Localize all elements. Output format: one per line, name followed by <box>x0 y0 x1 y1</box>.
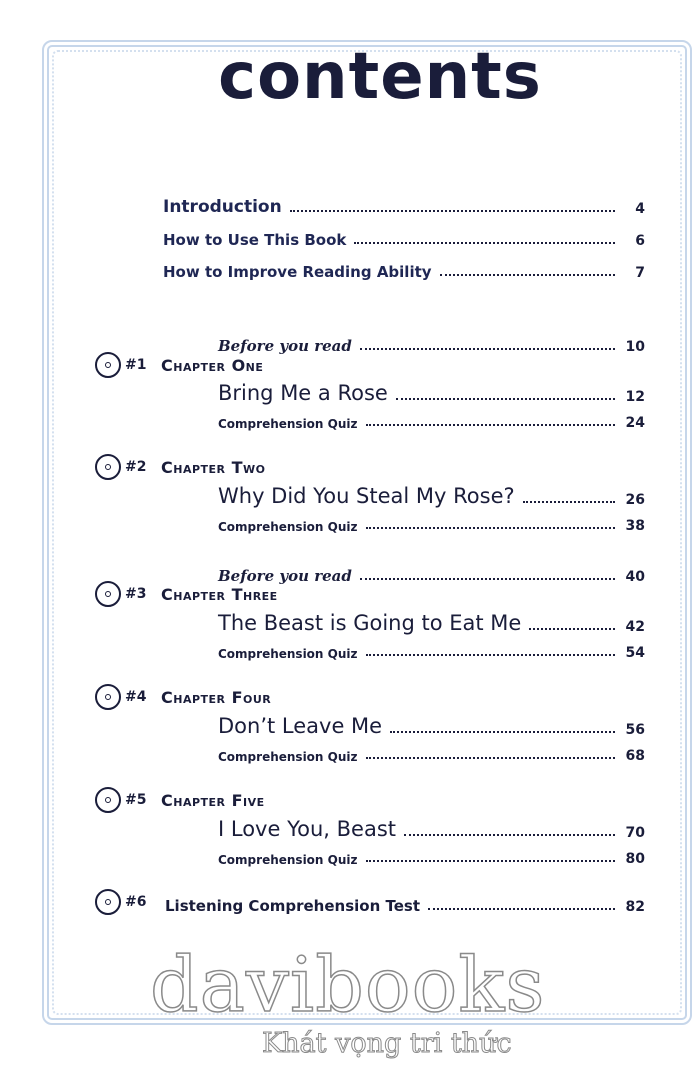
toc-entry-page: 12 <box>625 389 645 405</box>
toc-entry-label: Comprehension Quiz <box>218 417 358 431</box>
listening-test-heading[interactable] <box>95 886 157 918</box>
chapter-heading-2[interactable] <box>95 451 265 483</box>
dot-leader <box>523 501 615 503</box>
toc-entry-label: Bring Me a Rose <box>218 381 388 405</box>
toc-entry-label: Comprehension Quiz <box>218 520 358 534</box>
dot-leader <box>366 424 616 426</box>
toc-entry-page: 56 <box>625 722 645 738</box>
toc-entry-label: Before you read <box>218 337 352 355</box>
page-title: contents <box>218 40 542 114</box>
toc-entry-label: Why Did You Steal My Rose? <box>218 484 515 508</box>
track-number: #3 <box>125 586 147 602</box>
dot-leader <box>390 731 615 733</box>
chapter-heading-5[interactable] <box>95 784 265 816</box>
toc-entry-quiz[interactable] <box>218 840 645 866</box>
toc-entry-how-to-use[interactable] <box>163 222 645 248</box>
dot-leader <box>290 210 615 212</box>
toc-entry-page: 4 <box>635 201 645 217</box>
dot-leader <box>366 860 616 862</box>
dot-leader <box>360 578 615 580</box>
audio-cd-icon <box>95 352 121 378</box>
toc-entry-page: 68 <box>625 748 645 764</box>
toc-entry-page: 82 <box>625 899 645 915</box>
publisher-slogan: Khát vọng tri thức <box>262 1028 512 1059</box>
toc-entry-quiz[interactable] <box>218 507 645 533</box>
dot-leader <box>360 348 615 350</box>
dot-leader <box>396 398 615 400</box>
dot-leader <box>440 274 615 276</box>
toc-entry-label: The Beast is Going to Eat Me <box>218 611 522 635</box>
chapter-title: Chapter One <box>161 355 264 375</box>
dot-leader <box>354 242 615 244</box>
toc-entry-page: 70 <box>625 825 645 841</box>
toc-entry-label: Introduction <box>163 197 282 217</box>
toc-entry-label: Comprehension Quiz <box>218 647 358 661</box>
dot-leader <box>529 628 615 630</box>
toc-entry-label: Listening Comprehension Test <box>165 897 420 915</box>
toc-entry-quiz[interactable] <box>218 634 645 660</box>
chapter-title: Chapter Two <box>161 457 266 477</box>
chapter-heading-3[interactable] <box>95 578 278 610</box>
track-number: #5 <box>125 792 147 808</box>
toc-entry-story[interactable] <box>218 481 645 507</box>
toc-entry-page: 54 <box>625 645 645 661</box>
toc-entry-listening-test[interactable] <box>165 888 645 914</box>
dot-leader <box>366 757 616 759</box>
toc-entry-label: How to Use This Book <box>163 231 347 249</box>
chapter-heading-4[interactable] <box>95 681 271 713</box>
toc-entry-page: 7 <box>635 265 645 281</box>
toc-entry-improve-reading[interactable] <box>163 254 645 280</box>
toc-entry-label: Comprehension Quiz <box>218 853 358 867</box>
audio-cd-icon <box>95 581 121 607</box>
toc-entry-before-you-read[interactable] <box>218 328 645 354</box>
toc-entry-story[interactable] <box>218 608 645 634</box>
toc-entry-quiz[interactable] <box>218 737 645 763</box>
audio-cd-icon <box>95 684 121 710</box>
toc-entry-story[interactable] <box>218 711 645 737</box>
track-number: #2 <box>125 459 147 475</box>
toc-entry-quiz[interactable] <box>218 404 645 430</box>
audio-cd-icon <box>95 454 121 480</box>
toc-entry-page: 80 <box>625 851 645 867</box>
toc-entry-story[interactable] <box>218 378 645 404</box>
chapter-title: Chapter Three <box>161 584 278 604</box>
toc-entry-page: 26 <box>625 492 645 508</box>
toc-entry-page: 10 <box>625 339 645 355</box>
toc-entry-label: Comprehension Quiz <box>218 750 358 764</box>
toc-entry-label: I Love You, Beast <box>218 817 396 841</box>
dot-leader <box>428 908 615 910</box>
chapter-heading-1[interactable] <box>95 349 263 381</box>
toc-entry-label: Don’t Leave Me <box>218 714 383 738</box>
audio-cd-icon <box>95 787 121 813</box>
toc-entry-page: 24 <box>625 415 645 431</box>
audio-cd-icon <box>95 889 121 915</box>
toc-entry-label: Before you read <box>218 567 352 585</box>
toc-entry-page: 40 <box>625 569 645 585</box>
toc-entry-introduction[interactable] <box>163 190 645 216</box>
track-number: #1 <box>125 357 147 373</box>
toc-entry-before-you-read[interactable] <box>218 558 645 584</box>
toc-entry-page: 38 <box>625 518 645 534</box>
toc-entry-story[interactable] <box>218 814 645 840</box>
toc-entry-label: How to Improve Reading Ability <box>163 263 432 281</box>
track-number: #6 <box>125 894 147 910</box>
chapter-title: Chapter Five <box>161 790 265 810</box>
track-number: #4 <box>125 689 147 705</box>
toc-entry-page: 42 <box>625 619 645 635</box>
chapter-title: Chapter Four <box>161 687 272 707</box>
dot-leader <box>404 834 615 836</box>
dot-leader <box>366 527 616 529</box>
dot-leader <box>366 654 616 656</box>
toc-entry-page: 6 <box>635 233 645 249</box>
publisher-watermark: davibooks <box>150 940 546 1029</box>
